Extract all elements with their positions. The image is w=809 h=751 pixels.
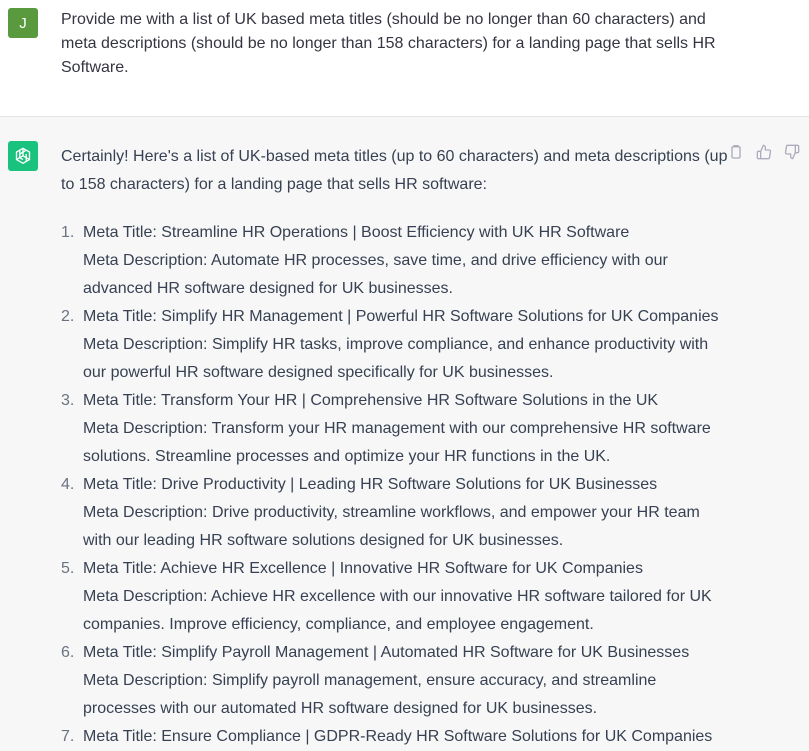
openai-logo-icon [13,146,33,166]
list-item-number: 2. [61,308,75,325]
user-message-text: Provide me with a list of UK based meta titles (should be no longer than 60 characters) and meta descriptions (should be no longer than 158 characters) for a landing page that sells HR Software. [61,11,716,76]
meta-title: Meta Title: Drive Productivity | Leading HR Software Solutions for UK Businesses [83,476,658,493]
list-item-number: 6. [61,644,75,661]
meta-description: Meta Description: Transform your HR management with our comprehensive HR software solutions. Streamline processes and optimize your HR functions in the UK. [83,420,711,465]
list-item-number: 5. [61,560,75,577]
meta-title: Meta Title: Streamline HR Operations | Boost Efficiency with UK HR Software [83,224,630,241]
list-item-number: 4. [61,476,75,493]
meta-list-item [61,723,731,751]
meta-description: Meta Description: Automate HR processes, save time, and drive efficiency with our advanced HR software designed for UK businesses. [83,252,668,297]
user-message-row [0,0,809,117]
meta-list [61,219,731,751]
meta-description: Meta Description: Simplify HR tasks, improve compliance, and enhance productivity with our powerful HR software designed specifically for UK businesses. [83,336,709,381]
assistant-message-row [0,117,809,751]
meta-title: Meta Title: Simplify Payroll Management | Automated HR Software for UK Businesses [83,644,690,661]
list-item-number: 3. [61,392,75,409]
assistant-message-content [61,143,731,751]
meta-title: Meta Title: Ensure Compliance | GDPR-Ready HR Software Solutions for UK Companies [83,728,713,745]
clipboard-icon[interactable] [727,143,745,161]
meta-description: Meta Description: Drive productivity, streamline workflows, and empower your HR team with our leading HR software solutions designed for UK businesses. [83,504,700,549]
meta-list-item [61,639,731,723]
thumbs-up-icon[interactable] [755,143,773,161]
meta-description: Meta Description: Simplify payroll management, ensure accuracy, and streamline processes with our automated HR software designed for UK businesses. [83,672,657,717]
list-item-number: 1. [61,224,75,241]
user-avatar-letter: J [19,14,27,32]
meta-title: Meta Title: Simplify HR Management | Powerful HR Software Solutions for UK Companies [83,308,719,325]
message-actions [727,143,801,161]
user-avatar [8,8,38,38]
meta-list-item [61,387,731,471]
meta-list-item [61,303,731,387]
meta-list-item [61,471,731,555]
list-item-number: 7. [61,728,75,745]
thumbs-down-icon[interactable] [783,143,801,161]
assistant-avatar [8,141,38,171]
meta-title: Meta Title: Transform Your HR | Comprehensive HR Software Solutions in the UK [83,392,659,409]
meta-description: Meta Description: Achieve HR excellence with our innovative HR software tailored for UK companies. Improve efficiency, compliance, and employee engagement. [83,588,712,633]
assistant-intro: Certainly! Here's a list of UK-based meta titles (up to 60 characters) and meta descriptions (up to 158 characters) for a landing page that sells HR software: [61,148,728,193]
meta-title: Meta Title: Achieve HR Excellence | Innovative HR Software for UK Companies [83,560,643,577]
meta-list-item [61,219,731,303]
meta-list-item [61,555,731,639]
